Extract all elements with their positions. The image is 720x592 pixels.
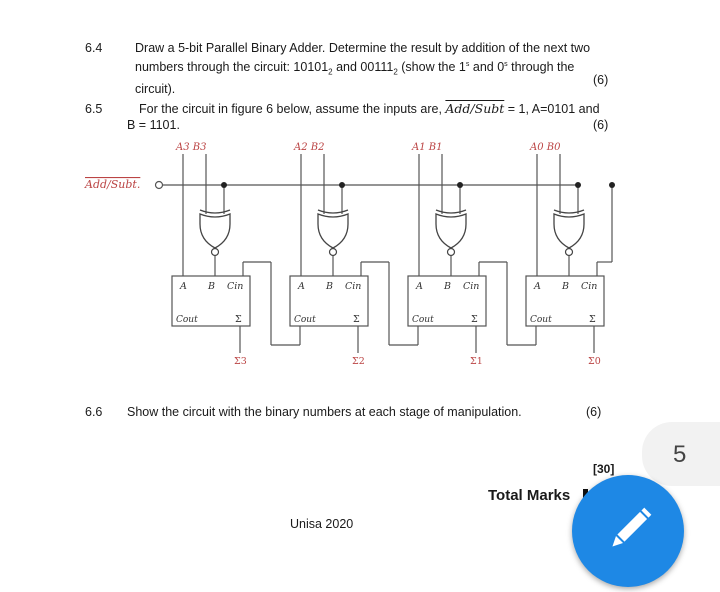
question-6-5-line1 (139, 101, 619, 118)
control-input-terminal (156, 182, 163, 189)
edit-fab-button[interactable] (572, 475, 684, 587)
label-cin: Cin (581, 281, 598, 292)
label-cout: Cout (412, 315, 434, 325)
control-label: Add/Subt. (85, 178, 141, 191)
q64-line3: circuit). (135, 81, 176, 96)
total-marks-label: Total Marks (488, 487, 571, 504)
q64-line2-part: (show the 1 (397, 59, 466, 74)
question-number-6-6: 6.6 (85, 405, 103, 419)
footer-text: Unisa 2020 (290, 517, 354, 531)
question-6-6-text: Show the circuit with the binary numbers at each stage of manipulation. (127, 405, 522, 419)
label-b: B (326, 281, 333, 292)
q64-line2-part: and 00111 (332, 59, 394, 74)
question-number-6-4: 6.4 (85, 41, 103, 55)
q65-part: = 1, A=0101 and (504, 102, 600, 116)
sum-output-label: Σ1 (470, 356, 483, 367)
subscript: 2 (328, 67, 333, 77)
stage-1 (408, 142, 536, 367)
label-a: A (416, 281, 423, 292)
label-cin: Cin (227, 281, 244, 292)
stage-3 (172, 142, 300, 367)
page-number: 5 (673, 441, 687, 468)
question-number-6-5: 6.5 (85, 102, 103, 116)
label-sigma: Σ (353, 314, 360, 325)
q64-line2-part: numbers through the circuit: 10101 (135, 59, 329, 74)
label-b: B (208, 281, 215, 292)
sum-output-label: Σ2 (352, 356, 365, 367)
stage-inputs-label: A2 B2 (294, 142, 325, 153)
label-cin: Cin (345, 281, 362, 292)
subscript: 2 (393, 67, 398, 77)
stage-inputs-label: A3 B3 (176, 142, 207, 153)
label-a: A (298, 281, 305, 292)
label-a: A (534, 281, 541, 292)
label-sigma: Σ (235, 314, 242, 325)
label-b: B (444, 281, 451, 292)
label-cin: Cin (463, 281, 480, 292)
sum-output-label: Σ0 (588, 356, 601, 367)
q64-line2 (135, 57, 615, 81)
question-6-5-line2: B = 1101. (127, 118, 180, 132)
stage-inputs-label: A0 B0 (530, 142, 561, 153)
question-6-4-text (135, 40, 615, 97)
label-sigma: Σ (589, 314, 596, 325)
q64-line1: Draw a 5-bit Parallel Binary Adder. Determine the result by addition of the next two (135, 41, 591, 55)
label-cout: Cout (294, 315, 316, 325)
q64-line2-part: and 0 (469, 59, 505, 74)
superscript: s (504, 60, 508, 68)
total-bracket: [30] (593, 462, 615, 476)
label-b: B (562, 281, 569, 292)
q66-marks: (6) (586, 405, 602, 419)
add-subt-symbol: Add/Subt (445, 101, 505, 116)
q64-line2-part: through the (507, 59, 575, 74)
label-cout: Cout (530, 315, 552, 325)
pencil-icon (572, 475, 684, 587)
label-a: A (180, 281, 187, 292)
q65-part: For the circuit in figure 6 below, assume the inputs are, (139, 102, 446, 116)
superscript: s (465, 60, 470, 68)
sum-output-label: Σ3 (234, 356, 247, 367)
label-cout: Cout (176, 315, 198, 325)
adder-subtractor-circuit-diagram (80, 138, 620, 370)
stage-0 (526, 142, 612, 367)
stage-2 (290, 142, 418, 367)
stage-inputs-label: A1 B1 (412, 142, 443, 153)
label-sigma: Σ (471, 314, 478, 325)
q65-marks: (6) (593, 118, 609, 132)
q64-marks: (6) (593, 73, 609, 87)
